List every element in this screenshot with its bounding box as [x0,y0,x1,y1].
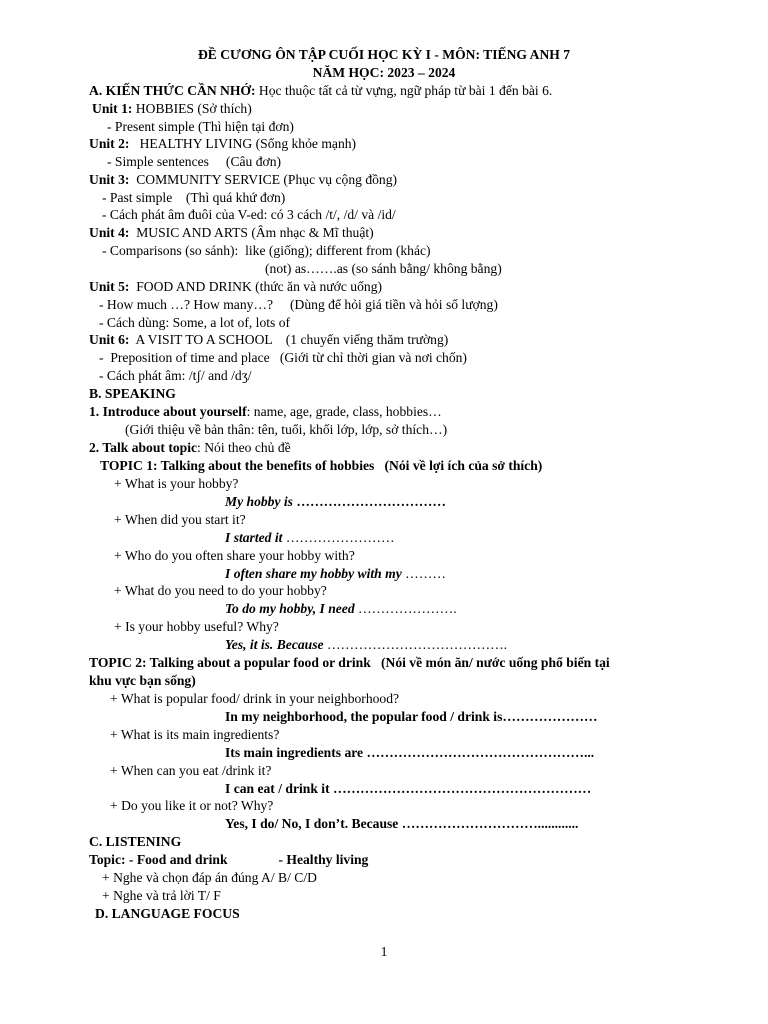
section-b-heading: B. SPEAKING [89,386,176,401]
speaking-item-1-label: 1. Introduce about yourself [89,404,247,419]
unit-6-label: Unit 6: [89,332,130,347]
topic-1-answer [225,636,507,654]
speaking-item-1-text: : name, age, grade, class, hobbies… [246,404,442,419]
unit-6-item: - Cách phát âm: /tʃ/ and /dʒ/ [99,368,252,383]
section-a-heading: A. KIẾN THỨC CẦN NHỚ: [89,83,256,98]
topic-2-heading: TOPIC 2: Talking about a popular food or drink (Nói về món ăn/ nước uống phổ biến tại [89,655,610,670]
unit-3-item: - Past simple (Thì quá khứ đơn) [102,190,286,205]
unit-3 [89,171,397,189]
unit-4-item: (not) as…….as (so sánh bằng/ không bằng) [265,261,502,276]
topic-1-question: + Is your hobby useful? Why? [114,619,279,634]
unit-6-title: A VISIT TO A SCHOOL (1 chuyến viếng thăm trường) [129,332,449,347]
section-a-heading-line [89,82,552,100]
topic-2-answer: I can eat / drink it ………………………………………………… [225,781,592,796]
unit-3-label: Unit 3: [89,172,130,187]
listening-item: + Nghe và trả lời T/ F [102,888,221,903]
answer-lead: I started it [225,530,286,545]
answer-lead: I often share my hobby with my [225,566,406,581]
unit-1-title: HOBBIES (Sở thích) [132,101,252,116]
topic-1-heading: TOPIC 1: Talking about the benefits of hobbies (Nói về lợi ích của sở thích) [100,458,543,473]
unit-1 [92,100,252,118]
unit-6 [89,331,448,349]
unit-4-item: - Comparisons (so sánh): like (giống); different from (khác) [102,243,431,258]
topic-1-question: + What do you need to do your hobby? [114,583,327,598]
unit-4-label: Unit 4: [89,225,130,240]
answer-lead: Yes, it is. Because [225,637,327,652]
answer-blank: …………………………………. [326,637,508,652]
topic-1-answer [225,565,446,583]
answer-blank: …………………………… [296,494,446,509]
answer-blank: ……… [405,566,446,581]
section-a-note: Học thuộc tất cả từ vựng, ngữ pháp từ bài 1 đến bài 6. [255,83,553,98]
unit-3-item: - Cách phát âm đuôi của V-ed: có 3 cách /t/, /d/ và /id/ [102,207,396,222]
topic-2-answer: Its main ingredients are …………………………………………... [225,745,595,760]
topic-1-answer [225,493,446,511]
topic-1-question: + Who do you often share your hobby with? [114,548,355,563]
speaking-item-1-note: (Giới thiệu về bản thân: tên, tuổi, khối lớp, lớp, sở thích…) [125,422,448,437]
unit-5-item: - Cách dùng: Some, a lot of, lots of [99,315,291,330]
topic-1-answer [225,600,457,618]
topic-1-question: + When did you start it? [114,512,246,527]
unit-3-title: COMMUNITY SERVICE (Phục vụ cộng đồng) [129,172,398,187]
section-d-heading: D. LANGUAGE FOCUS [95,906,240,921]
unit-2 [89,135,356,153]
topic-1-question: + What is your hobby? [114,476,239,491]
unit-5 [89,278,382,296]
answer-lead: My hobby is [225,494,297,509]
topic-2-heading-cont: khu vực bạn sống) [89,673,196,688]
speaking-item-1 [89,403,442,421]
topic-2-answer: In my neighborhood, the popular food / drink is………………… [225,709,598,724]
unit-5-title: FOOD AND DRINK (thức ăn và nước uống) [129,279,383,294]
topic-1-answer [225,529,395,547]
topic-2-question: + What is its main ingredients? [110,727,280,742]
speaking-item-2-text: : Nói theo chủ đề [197,440,291,455]
unit-6-item: - Preposition of time and place (Giới từ chỉ thời gian và nơi chốn) [99,350,467,365]
answer-blank: …………………. [358,601,457,616]
topic-2-answer: Yes, I do/ No, I don’t. Because …………………………............ [225,816,579,831]
topic-2-question: + What is popular food/ drink in your neighborhood? [110,691,400,706]
answer-blank: …………………… [285,530,395,545]
speaking-item-2-label: 2. Talk about topic [89,440,198,455]
listening-item: + Nghe và chọn đáp án đúng A/ B/ C/D [102,870,317,885]
unit-5-label: Unit 5: [89,279,130,294]
unit-4-title: MUSIC AND ARTS (Âm nhạc & Mĩ thuật) [129,225,374,240]
page-number: 1 [380,944,388,959]
unit-2-item: - Simple sentences (Câu đơn) [107,154,282,169]
unit-4 [89,224,374,242]
school-year: NĂM HỌC: 2023 – 2024 [312,65,456,80]
speaking-item-2 [89,439,291,457]
topic-2-question: + Do you like it or not? Why? [110,798,274,813]
unit-5-item: - How much …? How many…? (Dùng để hỏi giá tiền và hỏi số lượng) [99,297,498,312]
unit-2-label: Unit 2: [89,136,130,151]
unit-2-title: HEALTHY LIVING (Sống khỏe mạnh) [129,136,357,151]
topic-2-question: + When can you eat /drink it? [110,763,272,778]
listening-topic: Topic: - Food and drink - Healthy living [89,852,369,867]
unit-1-label: Unit 1: [92,101,133,116]
section-c-heading: C. LISTENING [89,834,182,849]
document-title: ĐỀ CƯƠNG ÔN TẬP CUỐI HỌC KỲ I - MÔN: TIẾNG ANH 7 [197,47,571,62]
unit-1-item: - Present simple (Thì hiện tại đơn) [107,119,294,134]
answer-lead: To do my hobby, I need [225,601,359,616]
